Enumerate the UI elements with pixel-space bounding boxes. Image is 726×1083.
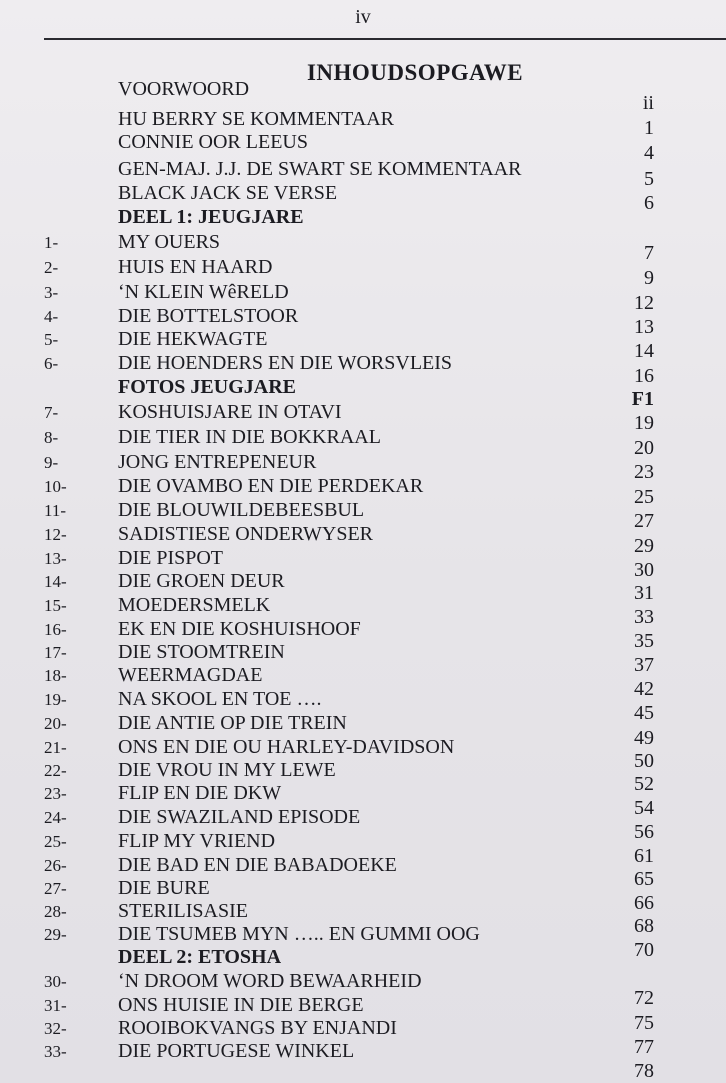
entry-page-number: 65: [634, 868, 654, 890]
toc-entry: [0, 475, 726, 508]
toc-entry: [0, 131, 726, 164]
entry-title: EK EN DIE KOSHUISHOOF: [118, 618, 361, 640]
entry-title: DIE BLOUWILDEBEESBUL: [118, 499, 365, 521]
entry-title: DIE BOTTELSTOOR: [118, 305, 299, 327]
entry-title: DIE VROU IN MY LEWE: [118, 759, 336, 781]
entry-page-number: ii: [642, 92, 654, 114]
top-rule: [44, 38, 726, 40]
entry-page-number: 33: [634, 606, 654, 628]
entry-number: 29-: [44, 925, 67, 944]
entry-title: HU BERRY SE KOMMENTAAR: [118, 108, 395, 130]
entry-number: 23-: [44, 784, 67, 803]
entry-page-number: 4: [644, 142, 654, 164]
section-heading: DEEL 2: ETOSHA: [118, 946, 282, 968]
entry-page-number: 7: [644, 242, 654, 264]
entry-number: 30-: [44, 972, 67, 991]
entry-title: GEN-MAJ. J.J. DE SWART SE KOMMENTAAR: [118, 158, 522, 180]
page-number: iv: [355, 6, 371, 28]
entry-number: 2-: [44, 258, 59, 277]
entry-page-number: 42: [634, 678, 654, 700]
entry-page-number: 23: [634, 461, 654, 483]
entry-number: 3-: [44, 283, 59, 302]
entry-page-number: 61: [634, 845, 654, 867]
entry-page-number: 29: [634, 535, 654, 557]
toc-entry: [0, 499, 726, 532]
toc-entry: [0, 376, 726, 410]
entry-title: DIE TSUMEB MYN ….. EN GUMMI OOG: [118, 923, 480, 945]
toc-entry: [0, 451, 726, 483]
entry-title: WEERMAGDAE: [118, 664, 263, 686]
toc-entry: [0, 182, 726, 214]
entry-title: SADISTIESE ONDERWYSER: [118, 523, 374, 545]
entry-page-number: 56: [634, 821, 654, 843]
section-heading: FOTOS JEUGJARE: [118, 376, 296, 398]
entry-page-number: 14: [634, 340, 654, 362]
entry-title: JONG ENTREPENEUR: [118, 451, 317, 473]
toc-entry: [0, 158, 726, 190]
entry-page-number: 6: [644, 192, 654, 214]
toc-entry: [0, 231, 726, 264]
entry-title: KOSHUISJARE IN OTAVI: [118, 401, 342, 423]
toc-entry: [0, 256, 726, 289]
entry-number: 4-: [44, 307, 59, 326]
entry-page-number: 5: [644, 168, 654, 190]
entry-page-number: 9: [644, 267, 654, 289]
entry-number: 20-: [44, 714, 67, 733]
entry-number: 7-: [44, 403, 59, 422]
entry-page-number: 31: [634, 582, 654, 604]
entry-number: 13-: [44, 549, 67, 568]
toc-entry: [0, 1040, 726, 1082]
toc-entry: [0, 281, 726, 314]
entry-page-number: 45: [634, 702, 654, 724]
entry-number: 12-: [44, 525, 67, 544]
entry-page-number: 30: [634, 559, 654, 581]
entry-number: 22-: [44, 761, 67, 780]
entry-number: 28-: [44, 902, 67, 921]
toc-entry: [0, 401, 726, 434]
entry-title: DIE STOOMTREIN: [118, 641, 285, 663]
entry-page-number: 35: [634, 630, 654, 652]
entry-page-number: 52: [634, 773, 654, 795]
entry-number: 18-: [44, 666, 67, 685]
entry-number: 10-: [44, 477, 67, 496]
entry-page-number: 50: [634, 750, 654, 772]
entry-number: 5-: [44, 330, 59, 349]
entry-title: ONS EN DIE OU HARLEY-DAVIDSON: [118, 736, 455, 758]
entry-page-number: 19: [634, 412, 654, 434]
entry-page-number: 54: [634, 797, 654, 819]
entry-page-number: 72: [634, 987, 654, 1009]
entry-number: 32-: [44, 1019, 67, 1038]
entry-page-number: 77: [634, 1036, 654, 1058]
entry-number: 9-: [44, 453, 59, 472]
entry-number: 21-: [44, 738, 67, 757]
page-title: INHOUDSOPGAWE: [306, 60, 524, 85]
entry-title: MY OUERS: [118, 231, 221, 253]
entry-title: HUIS EN HAARD: [118, 256, 273, 278]
entry-title: ‘N KLEIN WêRELD: [118, 281, 289, 303]
section-heading: DEEL 1: JEUGJARE: [118, 206, 304, 228]
entry-title: DIE PISPOT: [118, 547, 224, 569]
entry-page-number: 70: [634, 939, 654, 961]
entry-number: 31-: [44, 996, 67, 1015]
entry-title: FLIP EN DIE DKW: [118, 782, 282, 804]
entry-page-number: F1: [631, 388, 654, 410]
entry-page-number: 16: [634, 365, 654, 387]
entry-page-number: 20: [634, 437, 654, 459]
entry-number: 6-: [44, 354, 59, 373]
entry-number: 24-: [44, 808, 67, 827]
toc-entry: [0, 594, 726, 628]
entry-title: MOEDERSMELK: [118, 594, 271, 616]
entry-title: DIE GROEN DEUR: [118, 570, 285, 592]
toc-entry: [0, 305, 726, 338]
entry-page-number: 37: [634, 654, 654, 676]
entry-title: DIE SWAZILAND EPISODE: [118, 806, 361, 828]
entry-title: DIE OVAMBO EN DIE PERDEKAR: [118, 475, 424, 497]
entry-title: DIE BURE: [118, 877, 210, 899]
entry-number: 11-: [44, 501, 67, 520]
entry-title: DIE ANTIE OP DIE TREIN: [118, 712, 347, 734]
entry-number: 16-: [44, 620, 67, 639]
entry-title: ROOIBOKVANGS BY ENJANDI: [118, 1017, 397, 1039]
entry-title: CONNIE OOR LEEUS: [118, 131, 308, 153]
entry-number: 33-: [44, 1042, 67, 1061]
entry-number: 8-: [44, 428, 59, 447]
entry-title: DIE HOENDERS EN DIE WORSVLEIS: [118, 352, 453, 374]
toc-entry: [0, 108, 726, 139]
entry-page-number: 1: [644, 117, 654, 139]
toc-entry: [0, 946, 726, 970]
toc-entry: [0, 78, 726, 114]
entry-title: DIE BAD EN DIE BABADOEKE: [118, 854, 397, 876]
entry-number: 1-: [44, 233, 59, 252]
entry-number: 17-: [44, 643, 67, 662]
entry-number: 25-: [44, 832, 67, 851]
entry-page-number: 75: [634, 1012, 654, 1034]
toc-entry: [0, 523, 726, 557]
entry-title: BLACK JACK SE VERSE: [118, 182, 338, 204]
toc-entry: [0, 206, 726, 230]
entry-title: ‘N DROOM WORD BEWAARHEID: [118, 970, 422, 992]
entry-title: NA SKOOL EN TOE ….: [118, 688, 322, 710]
entry-title: DIE HEKWAGTE: [118, 328, 268, 350]
entry-page-number: 78: [634, 1060, 654, 1082]
entry-title: DIE PORTUGESE WINKEL: [118, 1040, 355, 1062]
entry-title: DIE TIER IN DIE BOKKRAAL: [118, 426, 381, 448]
entry-number: 27-: [44, 879, 67, 898]
entry-number: 15-: [44, 596, 67, 615]
entry-number: 26-: [44, 856, 67, 875]
entry-page-number: 49: [634, 727, 654, 749]
toc-entry: [0, 328, 726, 362]
entry-title: ONS HUISIE IN DIE BERGE: [118, 994, 364, 1016]
entry-page-number: 25: [634, 486, 654, 508]
entry-page-number: 27: [634, 510, 654, 532]
toc-entry: [0, 426, 726, 459]
toc-entry: [0, 570, 726, 604]
entry-page-number: 66: [634, 892, 654, 914]
entry-title: FLIP MY VRIEND: [118, 830, 276, 852]
entry-number: 14-: [44, 572, 67, 591]
entry-title: VOORWOORD: [118, 78, 250, 100]
entry-title: STERILISASIE: [118, 900, 248, 922]
entry-page-number: 12: [634, 292, 654, 314]
entry-page-number: 68: [634, 915, 654, 937]
entry-page-number: 13: [634, 316, 654, 338]
entry-number: 19-: [44, 690, 67, 709]
